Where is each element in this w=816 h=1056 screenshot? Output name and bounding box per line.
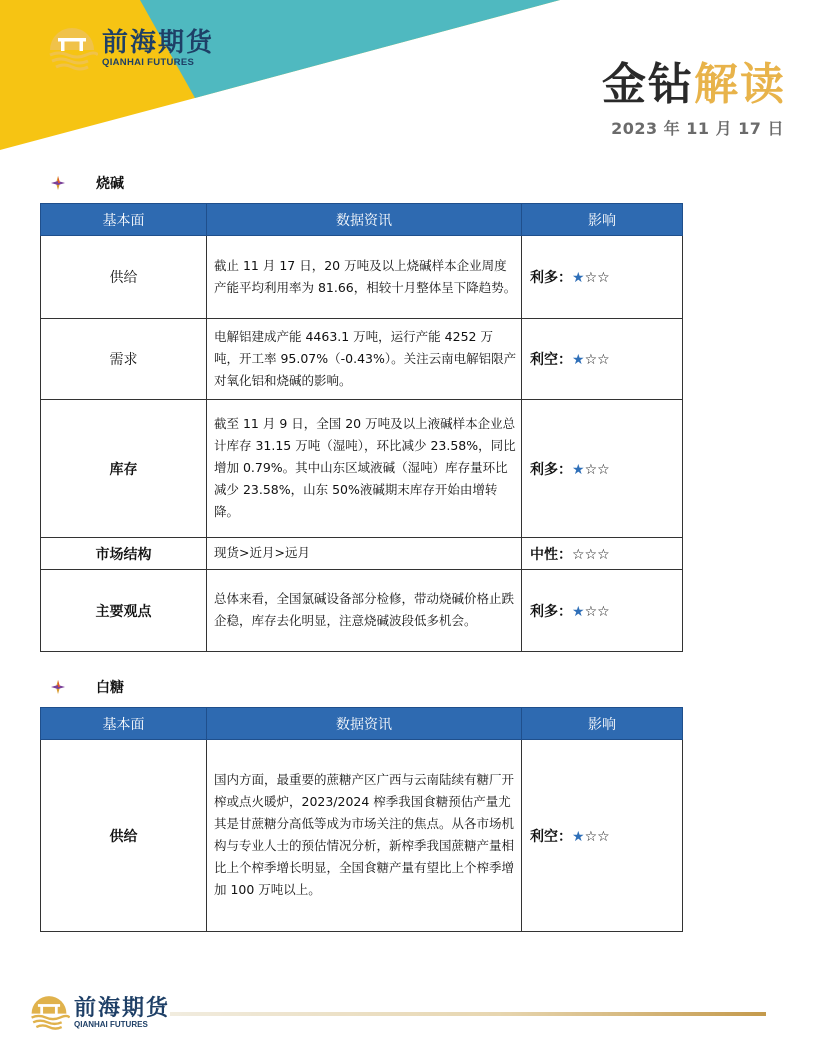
table-row: [41, 236, 683, 319]
footer-logo-chinese-name: 前海期货: [74, 994, 171, 1021]
factor-cell: 需求: [41, 319, 207, 400]
impact-cell: [522, 400, 683, 538]
table-header-row: [41, 708, 683, 740]
star-filled-icon: ★: [572, 461, 585, 478]
star-empty-icon: ☆☆: [584, 461, 610, 478]
table-row: [41, 400, 683, 538]
report-title: [602, 48, 786, 112]
star-filled-icon: ★: [572, 352, 585, 368]
footer-logo-english-name: QIANHAI FUTURES: [74, 1019, 148, 1029]
caustic-soda-table: [40, 203, 683, 652]
impact-cell: [522, 570, 683, 652]
impact-label: 中性：: [530, 546, 572, 563]
factor-cell: 主要观点: [41, 570, 207, 652]
report-date: 2023 年 11 月 17 日: [611, 119, 784, 138]
impact-label: 利多：: [530, 270, 572, 286]
section-bullet-icon: [50, 175, 66, 191]
qianhai-logo-icon: [46, 24, 98, 72]
impact-label: 利多：: [530, 461, 572, 478]
star-empty-icon: ☆☆: [584, 603, 610, 620]
sugar-table: [40, 707, 683, 932]
impact-label: 利多：: [530, 603, 572, 620]
col-header-data: 数据资讯: [207, 204, 522, 236]
table-header-row: [41, 204, 683, 236]
col-header-data: 数据资讯: [207, 708, 522, 740]
impact-cell: [522, 740, 683, 932]
impact-label: 利空：: [530, 828, 572, 845]
qianhai-logo-icon: [28, 993, 70, 1031]
impact-label: 利空：: [530, 352, 572, 368]
col-header-fundamentals: 基本面: [41, 204, 207, 236]
info-cell: 总体来看，全国氯碱设备部分检修，带动烧碱价格止跌企稳，库存去化明显，注意烧碱波段低多机会。: [207, 570, 522, 652]
info-cell: 电解铝建成产能 4463.1 万吨，运行产能 4252 万吨，开工率 95.07%（-0.43%）。关注云南电解铝限产对氧化铝和烧碱的影响。: [207, 319, 522, 400]
col-header-impact: 影响: [522, 708, 683, 740]
company-logo: [46, 24, 214, 72]
star-empty-icon: ☆☆: [584, 828, 610, 845]
factor-cell: 供给: [41, 740, 207, 932]
footer-divider: [170, 1012, 766, 1016]
section-heading-sugar: [50, 677, 124, 697]
table-row: [41, 319, 683, 400]
table-row: [41, 740, 683, 932]
logo-english-name: QIANHAI FUTURES: [102, 56, 195, 68]
section-heading-caustic-soda: [50, 173, 124, 193]
info-cell: 截至 11 月 9 日，全国 20 万吨及以上液碱样本企业总计库存 31.15 万吨（湿吨），环比减少 23.58%，同比增加 0.79%。其中山东区域液碱（湿吨）库存量环比减少 23.58%，山东 50%液碱期末库存开始由增转降。: [207, 400, 522, 538]
report-title-part1: 金钻: [602, 59, 694, 110]
star-empty-icon: ☆☆☆: [572, 546, 610, 563]
star-empty-icon: ☆☆: [584, 270, 610, 286]
section-title: 白糖: [96, 680, 124, 696]
factor-cell: 供给: [41, 236, 207, 319]
impact-cell: [522, 236, 683, 319]
star-filled-icon: ★: [572, 828, 585, 845]
info-cell: 截止 11 月 17 日，20 万吨及以上烧碱样本企业周度产能平均利用率为 81.66，相较十月整体呈下降趋势。: [207, 236, 522, 319]
col-header-impact: 影响: [522, 204, 683, 236]
star-filled-icon: ★: [572, 270, 585, 286]
table-row: [41, 538, 683, 570]
table-row: [41, 570, 683, 652]
factor-cell: 市场结构: [41, 538, 207, 570]
report-title-part2: 解读: [694, 59, 786, 110]
impact-cell: [522, 538, 683, 570]
logo-chinese-name: 前海期货: [102, 27, 215, 58]
info-cell: 国内方面，最重要的蔗糖产区广西与云南陆续有糖厂开榨或点火暖炉，2023/2024 榨季我国食糖预估产量尤其是甘蔗糖分高低等成为市场关注的焦点。从各市场机构与专业人士的预估情况分析，新榨季我国蔗糖产量相比上个榨季增长明显，全国食糖产量有望比上个榨季增加 100 万吨以上。: [207, 740, 522, 932]
factor-cell: 库存: [41, 400, 207, 538]
star-empty-icon: ☆☆: [584, 352, 610, 368]
footer-logo: [28, 993, 170, 1031]
info-cell: 现货>近月>远月: [207, 538, 522, 570]
star-filled-icon: ★: [572, 603, 585, 620]
section-bullet-icon: [50, 679, 66, 695]
col-header-fundamentals: 基本面: [41, 708, 207, 740]
section-title: 烧碱: [96, 176, 124, 192]
impact-cell: [522, 319, 683, 400]
